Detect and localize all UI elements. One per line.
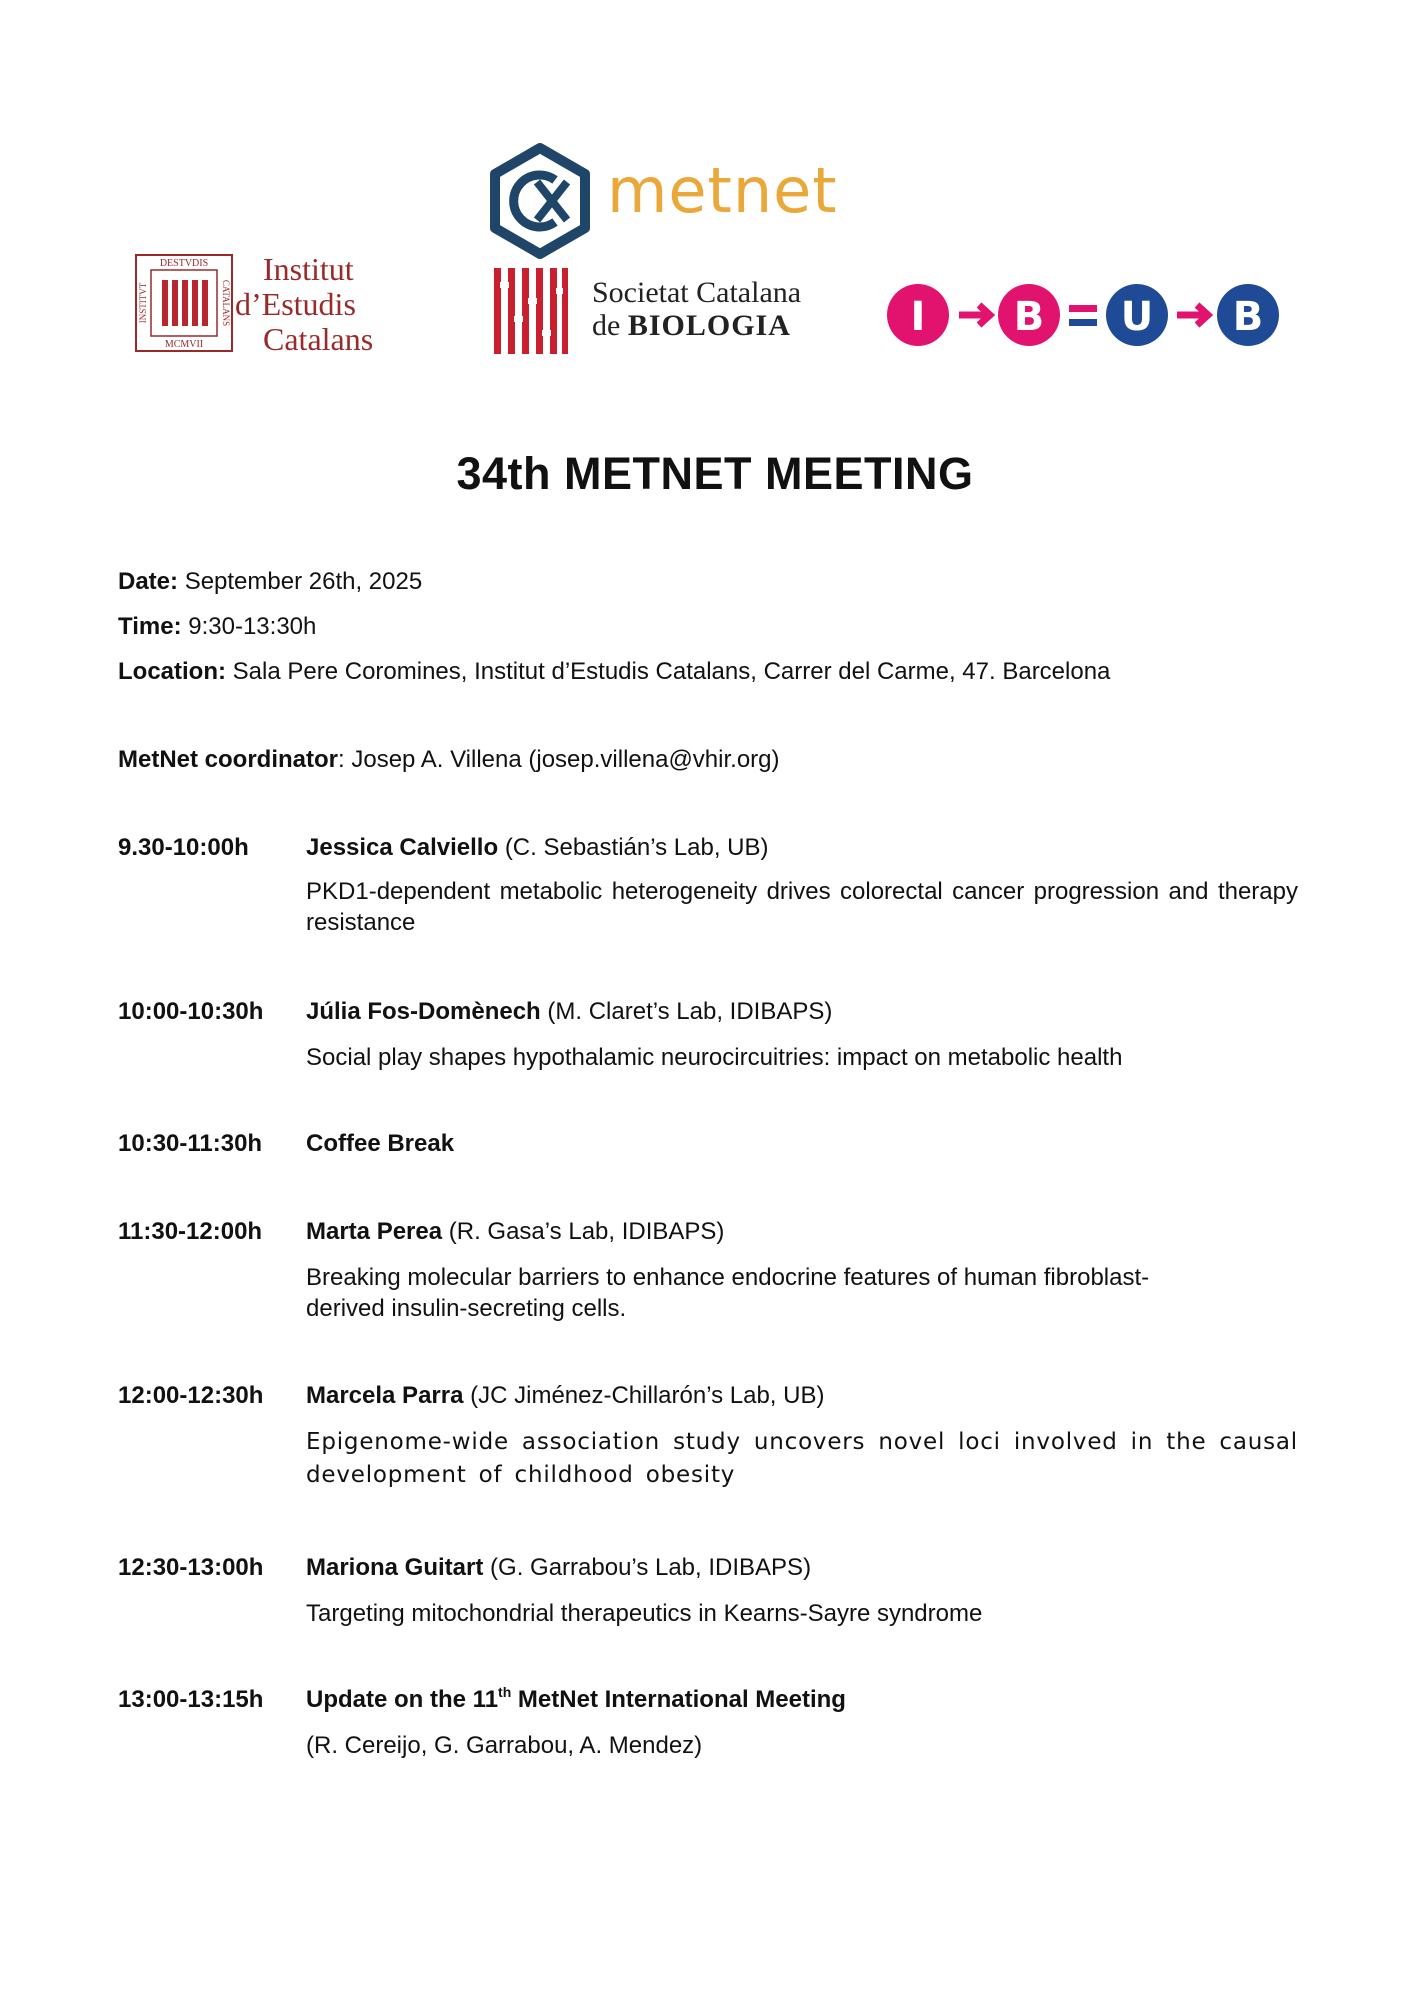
- coordinator-value: : Josep A. Villena (josep.villena@vhir.org): [338, 746, 780, 773]
- scb-line-1: Societat Catalana: [592, 276, 802, 309]
- talk-title: Targeting mitochondrial therapeutics in Kearns-Sayre syndrome: [306, 1600, 983, 1627]
- speaker-name: Marta Perea: [306, 1218, 443, 1245]
- program-speaker: [306, 998, 1296, 1026]
- speaker-affiliation: (M. Claret’s Lab, IDIBAPS): [547, 998, 833, 1025]
- scb-logo: [492, 268, 832, 358]
- program-time: 11:30-12:00h: [118, 1218, 263, 1245]
- program-time: 10:00-10:30h: [118, 998, 264, 1025]
- time-line: [118, 613, 316, 641]
- speaker-affiliation: (G. Garrabou’s Lab, IDIBAPS): [490, 1554, 812, 1581]
- iec-seal-top-text: DESTVDIS: [159, 258, 209, 269]
- speaker-name: Mariona Guitart: [306, 1554, 484, 1581]
- speaker-affiliation: (C. Sebastián’s Lab, UB): [504, 834, 769, 861]
- talk-title-line-1: Breaking molecular barriers to enhance endocrine features of human fibroblast-: [306, 1264, 1150, 1291]
- page-title: 34th METNET MEETING: [456, 448, 974, 499]
- metnet-wordmark: metnet: [607, 154, 838, 227]
- iec-seal-right-text: CATALANS: [221, 279, 231, 327]
- program-speaker: [306, 1554, 1296, 1582]
- program-time: 12:30-13:00h: [118, 1554, 264, 1581]
- date-label: Date:: [118, 568, 179, 595]
- update-title-part-2: MetNet International Meeting: [511, 1686, 846, 1713]
- iec-seal-bottom-text: MCMVII: [164, 339, 204, 350]
- scb-line-2-bold: BIOLOGIA: [627, 309, 791, 342]
- ibub-letter-4: B: [1232, 294, 1264, 340]
- ibub-letter-1: I: [910, 294, 926, 340]
- program-speaker: [306, 1218, 1296, 1246]
- iec-logo: [135, 252, 425, 362]
- time-value: 9:30-13:30h: [188, 613, 317, 640]
- coordinator-line: [118, 746, 780, 774]
- program-time: 13:00-13:15h: [118, 1686, 264, 1713]
- iec-seal-left-text: INSTITVT: [138, 282, 148, 324]
- ibub-letter-3: U: [1120, 294, 1154, 340]
- metnet-hexagon-icon: [485, 142, 595, 260]
- time-label: Time:: [118, 613, 182, 640]
- scb-mark-icon: [492, 268, 570, 354]
- update-title-part-1: Update on the 11: [306, 1686, 499, 1713]
- program-time: 12:00-12:30h: [118, 1382, 264, 1409]
- iec-wordmark: [235, 251, 374, 357]
- speaker-name: Júlia Fos-Domènech: [306, 998, 541, 1025]
- ibub-mark-icon: [885, 280, 1295, 350]
- talk-title: [306, 1262, 1298, 1324]
- ibub-letter-2: B: [1013, 294, 1045, 340]
- program-speaker: [306, 834, 1296, 862]
- iec-line-2: d’Estudis: [235, 286, 356, 322]
- scb-line-2-prefix: de: [592, 309, 621, 342]
- location-label: Location:: [118, 658, 226, 685]
- update-title: [306, 1686, 846, 1713]
- iec-seal-icon: [135, 254, 233, 352]
- coordinator-label: MetNet coordinator: [118, 746, 339, 773]
- program-speaker: [306, 1382, 1296, 1410]
- talk-title: Social play shapes hypothalamic neurocircuitries: impact on metabolic health: [306, 1044, 1123, 1071]
- speaker-affiliation: (JC Jiménez-Chillarón’s Lab, UB): [470, 1382, 825, 1409]
- ibub-logo: [885, 280, 1295, 350]
- program-update: [306, 1686, 1296, 1714]
- scb-line-2: [592, 309, 801, 342]
- program-break: [306, 1130, 1296, 1158]
- talk-title: Epigenome-wide association study uncovers novel loci involved in the causal development of childhood obesity: [306, 1429, 1298, 1488]
- location-line: [118, 658, 1110, 686]
- location-value: Sala Pere Coromines, Institut d’Estudis Catalans, Carrer del Carme, 47. Barcelona: [232, 658, 1111, 685]
- scb-wordmark: [592, 276, 801, 342]
- metnet-logo: [485, 142, 885, 267]
- break-label: Coffee Break: [306, 1130, 455, 1157]
- update-presenters: (R. Cereijo, G. Garrabou, A. Mendez): [306, 1732, 703, 1759]
- update-title-sup: th: [498, 1684, 512, 1700]
- iec-line-1: Institut: [263, 251, 354, 287]
- date-value: September 26th, 2025: [184, 568, 423, 595]
- talk-title-line-2: derived insulin-secreting cells.: [306, 1295, 627, 1322]
- speaker-name: Jessica Calviello: [306, 834, 499, 861]
- iec-line-3: Catalans: [263, 321, 374, 357]
- speaker-name: Marcela Parra: [306, 1382, 464, 1409]
- speaker-affiliation: (R. Gasa’s Lab, IDIBAPS): [448, 1218, 725, 1245]
- date-line: [118, 568, 422, 596]
- program-time: 10:30-11:30h: [118, 1130, 263, 1157]
- talk-title: PKD1-dependent metabolic heterogeneity drives colorectal cancer progression and therapy resistance: [306, 878, 1298, 936]
- program-time: 9.30-10:00h: [118, 834, 249, 861]
